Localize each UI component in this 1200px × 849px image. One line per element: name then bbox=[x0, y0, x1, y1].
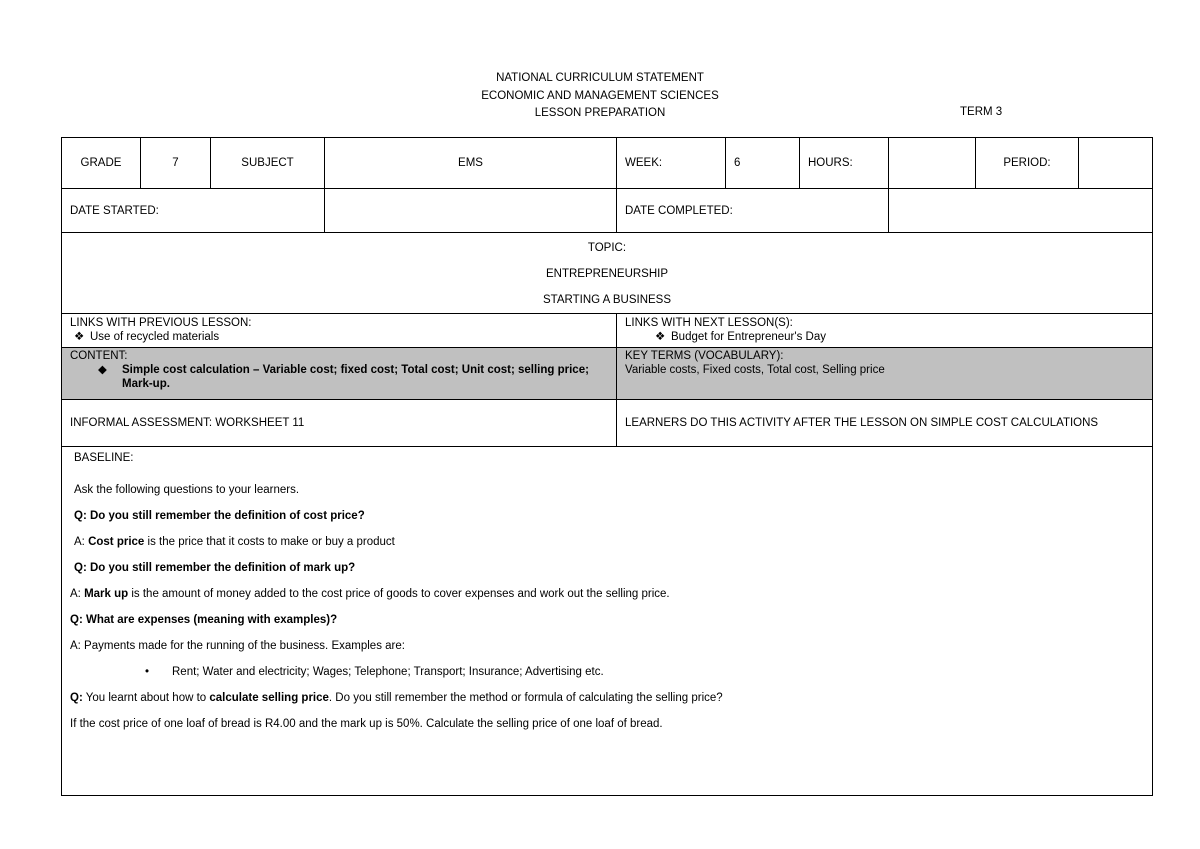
diamond-bullet-icon: ❖ bbox=[655, 331, 666, 343]
doc-title-line3: LESSON PREPARATION bbox=[534, 107, 666, 119]
question-mark-up: Q: Do you still remember the definition of mark up? bbox=[74, 562, 356, 574]
baseline-intro: Ask the following questions to your learners. bbox=[74, 484, 300, 496]
date-completed-value bbox=[889, 189, 1153, 233]
date-started-label: DATE STARTED: bbox=[62, 189, 325, 233]
doc-title-line2: ECONOMIC AND MANAGEMENT SCIENCES bbox=[481, 90, 719, 102]
bread-problem: If the cost price of one loaf of bread is R4.00 and the mark up is 50%. Calculate the selling price of one loaf of bread. bbox=[70, 718, 663, 730]
dates-row bbox=[62, 189, 1153, 233]
assessment-right: LEARNERS DO THIS ACTIVITY AFTER THE LESSON ON SIMPLE COST CALCULATIONS bbox=[617, 400, 1153, 447]
key-terms-label: KEY TERMS (VOCABULARY): bbox=[625, 350, 784, 362]
week-value: 6 bbox=[726, 138, 800, 189]
date-completed-label: DATE COMPLETED: bbox=[617, 189, 889, 233]
week-label: WEEK: bbox=[617, 138, 726, 189]
subject-label: SUBJECT bbox=[211, 138, 325, 189]
question-expenses: Q: What are expenses (meaning with examples)? bbox=[70, 614, 338, 626]
content-label: CONTENT: bbox=[70, 350, 128, 362]
baseline-row bbox=[62, 447, 1153, 796]
diamond-bullet-icon: ❖ bbox=[74, 331, 85, 343]
grade-label: GRADE bbox=[62, 138, 141, 189]
date-started-value bbox=[325, 189, 617, 233]
dot-bullet-icon: • bbox=[145, 666, 150, 678]
grade-value: 7 bbox=[141, 138, 211, 189]
content-item: Simple cost calculation – Variable cost; fixed cost; Total cost; Unit cost; selling price; Mark-up. bbox=[122, 364, 589, 390]
key-terms-value: Variable costs, Fixed costs, Total cost, Selling price bbox=[625, 364, 885, 376]
assessment-left: INFORMAL ASSESSMENT: WORKSHEET 11 bbox=[62, 400, 617, 447]
hours-label: HOURS: bbox=[800, 138, 889, 189]
links-next-item: Budget for Entrepreneur's Day bbox=[671, 331, 826, 343]
links-previous-item: Use of recycled materials bbox=[90, 331, 220, 343]
answer-cost-price: A: Cost price is the price that it costs to make or buy a product bbox=[74, 536, 395, 548]
topic-line2: STARTING A BUSINESS bbox=[542, 294, 672, 306]
hours-value bbox=[889, 138, 976, 189]
subject-value: EMS bbox=[325, 138, 617, 189]
question-selling-price: Q: You learnt about how to calculate selling price. Do you still remember the method or formula of calculating the selling price? bbox=[70, 692, 723, 704]
answer-expenses: A: Payments made for the running of the business. Examples are: bbox=[70, 640, 405, 652]
baseline-label: BASELINE: bbox=[74, 452, 134, 464]
links-next-label: LINKS WITH NEXT LESSON(S): bbox=[625, 317, 793, 329]
assessment-row bbox=[62, 400, 1153, 447]
answer-mark-up: A: Mark up is the amount of money added to the cost price of goods to cover expenses and work out the selling price. bbox=[70, 588, 670, 600]
topic-line1: ENTREPRENEURSHIP bbox=[545, 268, 669, 280]
content-row bbox=[62, 348, 1153, 400]
doc-title-line1: NATIONAL CURRICULUM STATEMENT bbox=[496, 72, 704, 84]
term-label: TERM 3 bbox=[960, 106, 1003, 118]
lesson-table bbox=[61, 137, 1153, 796]
expenses-examples: • Rent; Water and electricity; Wages; Telephone; Transport; Insurance; Advertising etc. bbox=[70, 659, 1144, 685]
period-value bbox=[1079, 138, 1153, 189]
links-row bbox=[62, 314, 1153, 348]
topic-label: TOPIC: bbox=[587, 242, 627, 254]
links-previous-label: LINKS WITH PREVIOUS LESSON: bbox=[70, 317, 252, 329]
filled-diamond-icon: ◆ bbox=[98, 364, 107, 376]
grade-row bbox=[62, 138, 1153, 189]
period-label: PERIOD: bbox=[976, 138, 1079, 189]
question-cost-price: Q: Do you still remember the definition of cost price? bbox=[74, 510, 365, 522]
topic-row bbox=[62, 233, 1153, 314]
